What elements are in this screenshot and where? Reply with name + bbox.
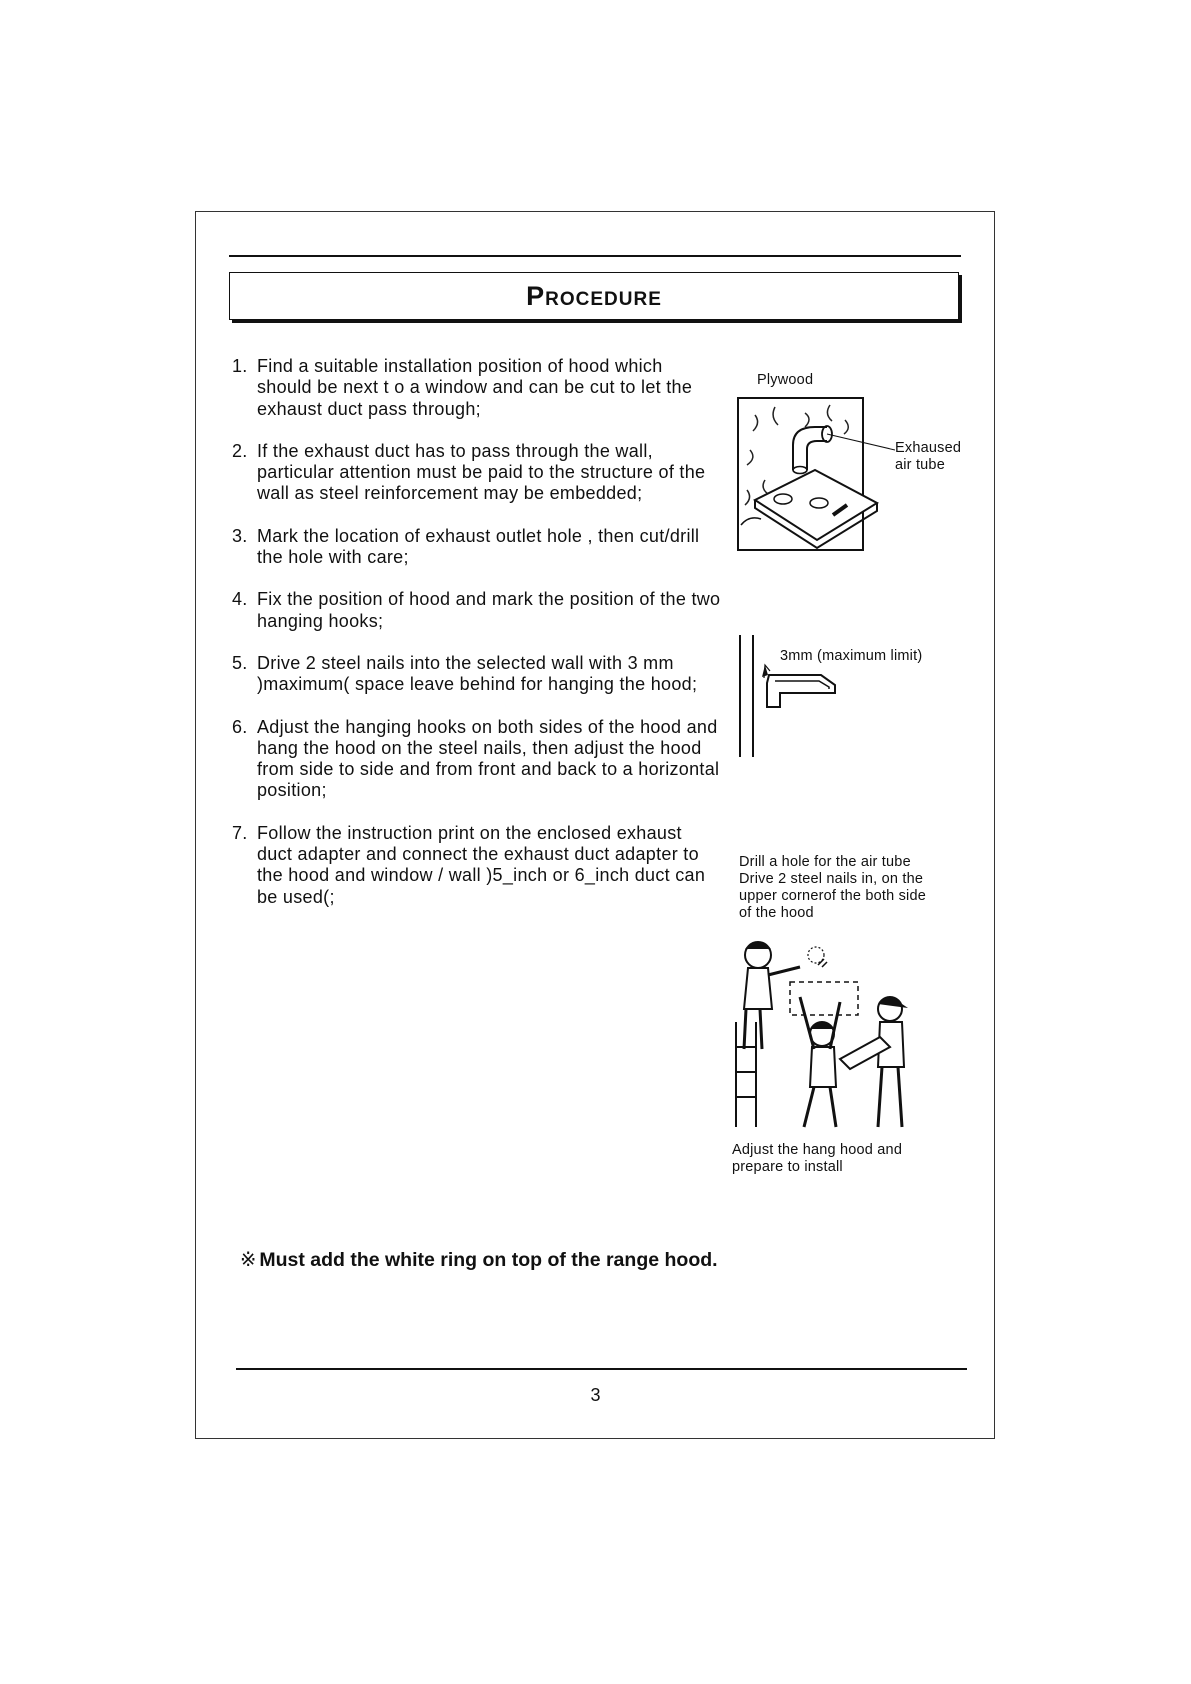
hang-caption-line-2: prepare to install [732,1159,843,1175]
step-number: 7. [232,822,248,843]
page-number: 3 [590,1385,601,1405]
tube-label-line-2: air tube [895,457,945,473]
step-text: Drive 2 steel nails into the selected wall with 3 mm )maximum( space leave behind for hanging the hood; [257,652,698,695]
note-text: Must add the white ring on top of the range hood. [259,1249,718,1271]
step-text: Follow the instruction print on the enclosed exhaust duct adapter and connect the exhaust duct adapter to the hood and window / wall )5_inch or 6_inch duct can be used(; [257,822,706,907]
step-item [232,356,722,420]
step-number: 3. [232,525,248,546]
step-item [232,653,722,696]
step-number: 6. [232,716,248,737]
step-item [232,717,722,802]
step-number: 1. [232,356,248,376]
step-text: Adjust the hanging hooks on both sides of the hood and hang the hood on the steel nails, then adjust the hood from side to side and from front and back to a horizontal position; [257,716,720,801]
reference-mark-icon: ※ [240,1249,257,1271]
step-text: Mark the location of exhaust outlet hole , then cut/drill the hole with care; [257,525,700,568]
workers-illustration [730,937,920,1137]
plywood-hood-illustration [735,395,895,565]
step-number: 4. [232,589,248,610]
step-text: Find a suitable installation position of hood which should be next t o a window and can be cut to let the exhaust duct pass through; [257,356,693,419]
drill-caption-line-2: Drive 2 steel nails in, on the [739,871,924,887]
procedure-steps [232,356,722,929]
step-number: 5. [232,652,248,673]
step-number: 2. [232,440,248,461]
gap-label: 3mm (maximum limit) [780,648,923,664]
step-item [232,441,722,505]
top-rule [229,255,961,257]
step-item [232,589,722,632]
step-text: If the exhaust duct has to pass through the wall, particular attention must be paid to the structure of the wall as steel reinforcement may be embedded; [257,440,706,504]
drill-caption-line-4: of the hood [739,905,814,921]
drill-caption-line-3: upper cornerof the both side [739,888,926,904]
step-item [232,526,722,569]
bottom-rule [236,1368,967,1370]
hang-caption-line-1: Adjust the hang hood and [732,1142,903,1158]
title-box [229,272,959,320]
page-title: Procedure [526,280,662,311]
tube-label-line-1: Exhaused [895,440,962,456]
step-item [232,823,722,908]
important-note [240,1248,718,1272]
drill-caption-line-1: Drill a hole for the air tube [739,854,911,870]
plywood-label: Plywood [757,372,814,388]
step-text: Fix the position of hood and mark the position of the two hanging hooks; [257,589,721,631]
